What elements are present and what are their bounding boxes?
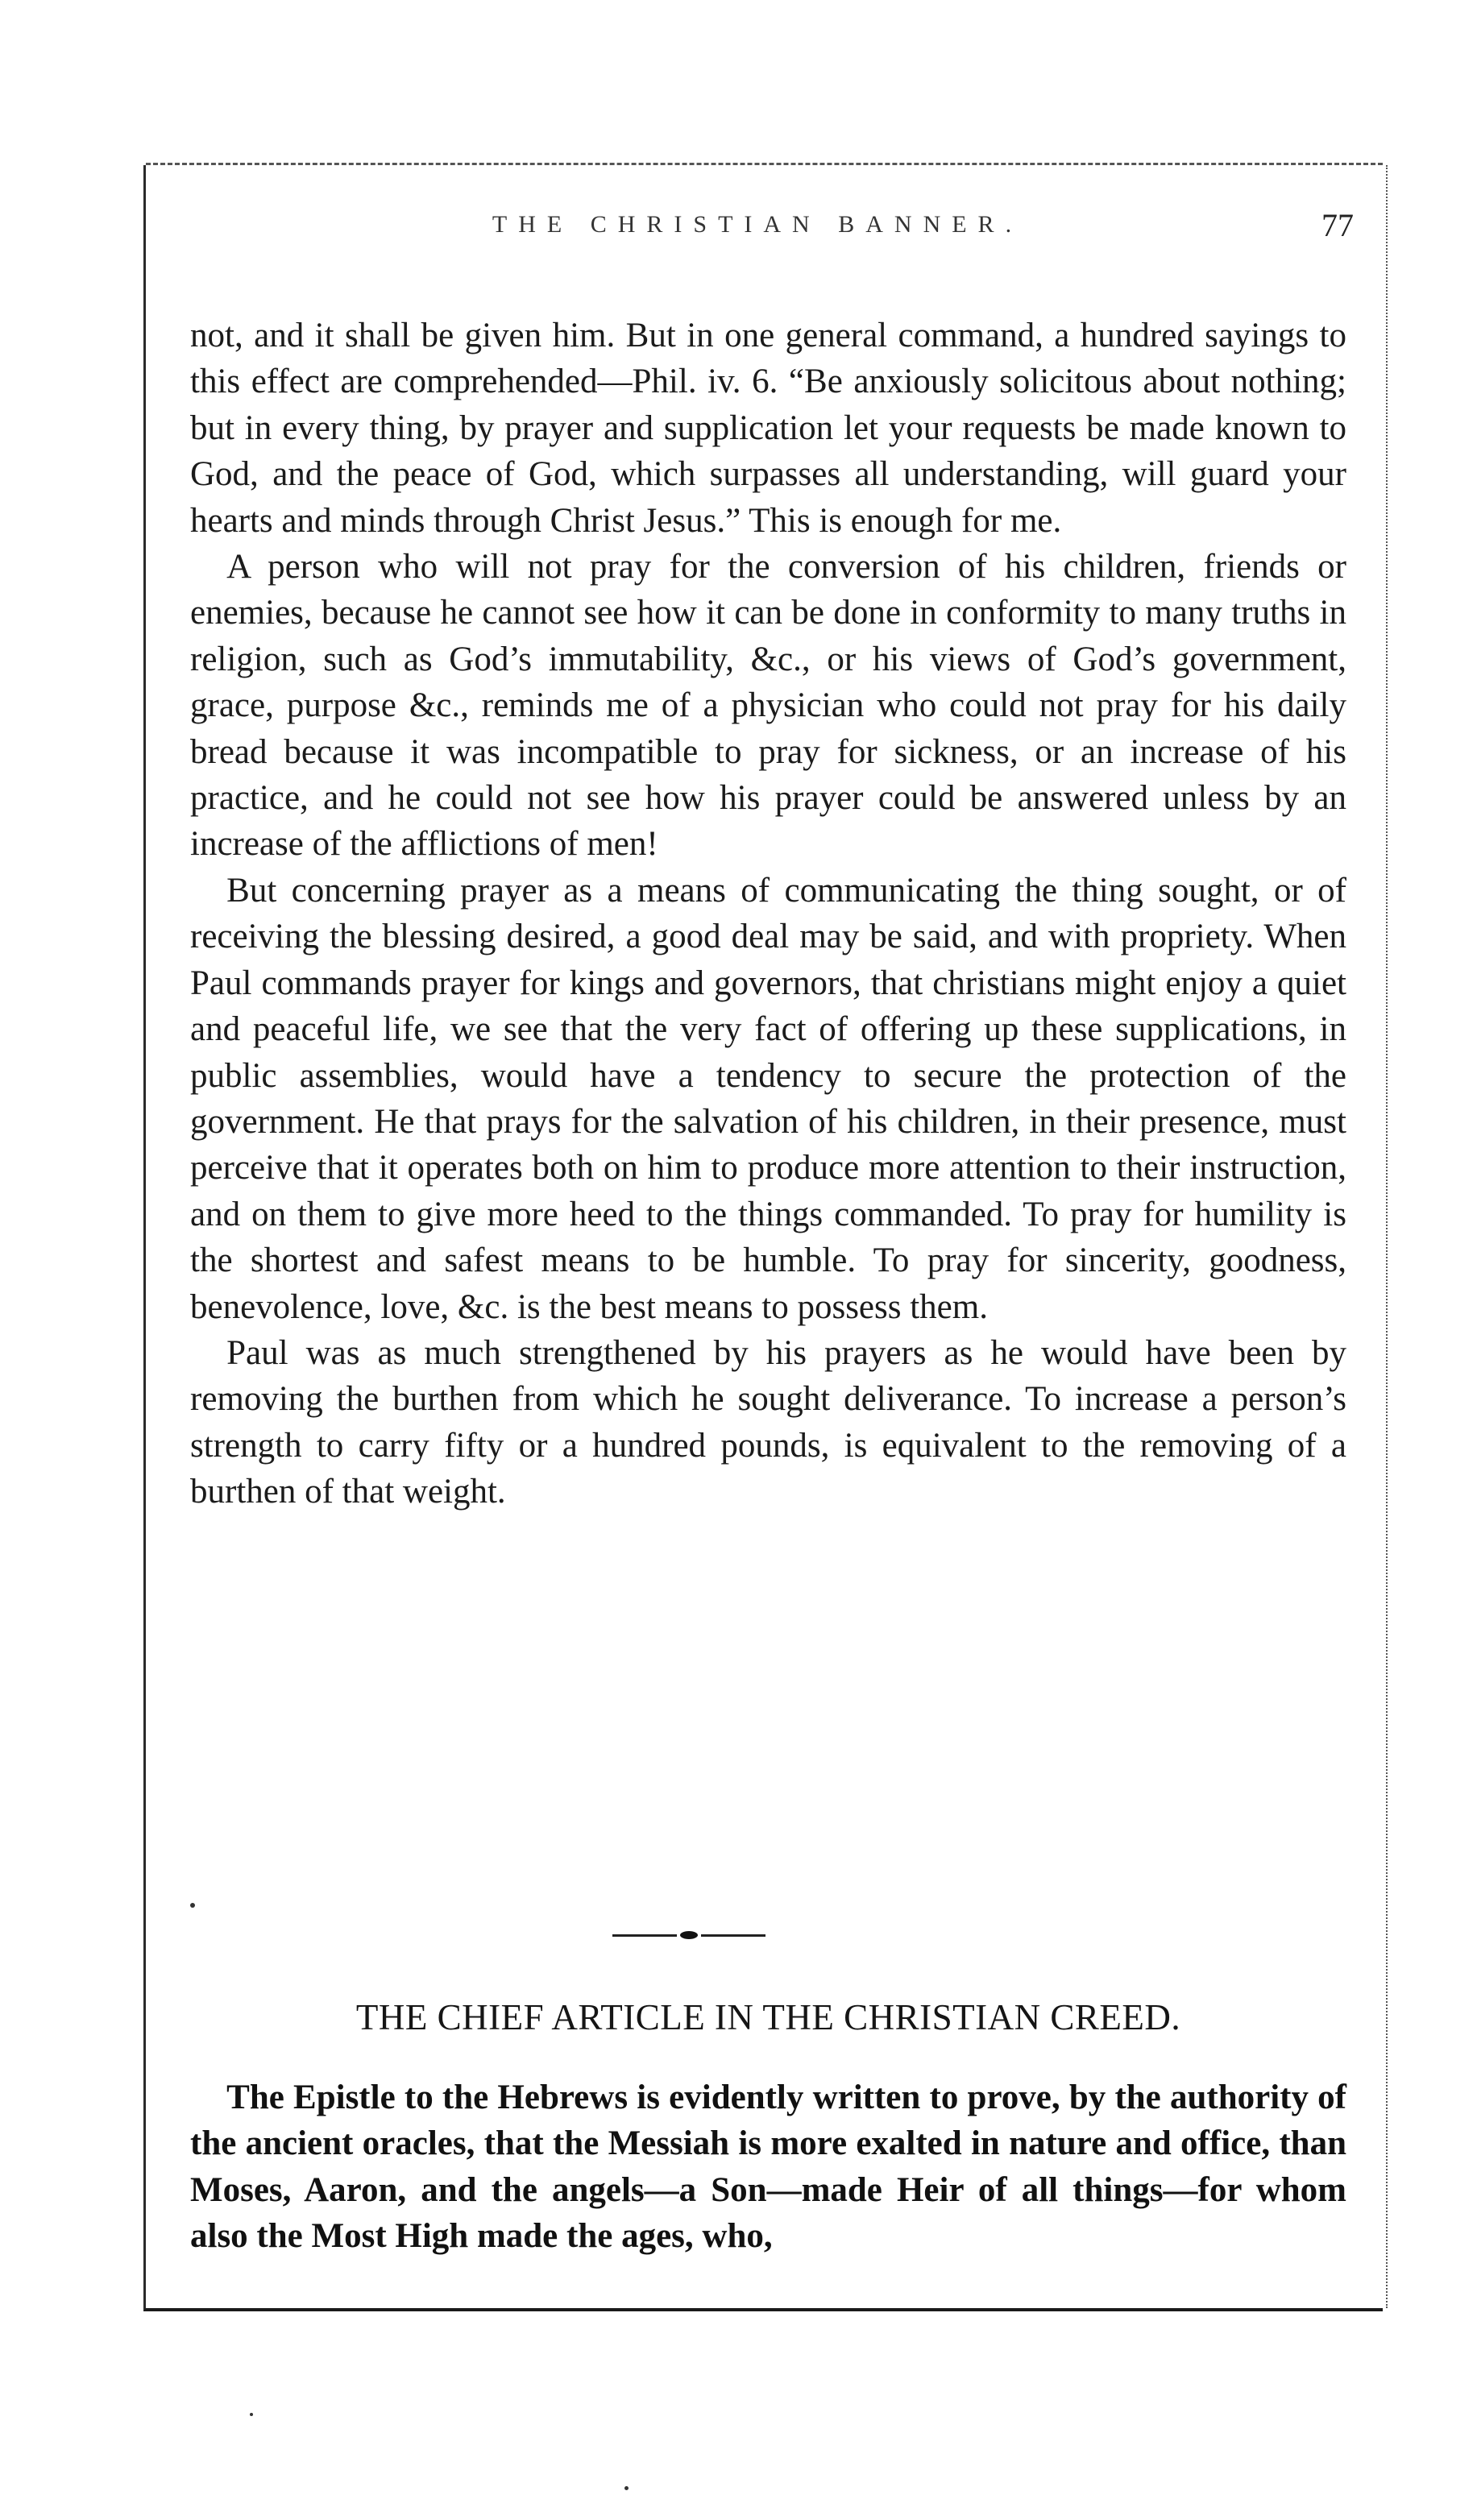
section-heading: THE CHIEF ARTICLE IN THE CHRISTIAN CREED. [355, 1997, 1181, 2037]
page-number: 77 [1321, 207, 1354, 243]
print-speck [250, 2413, 253, 2416]
running-head [161, 207, 1354, 251]
paragraph-4: Paul was as much strengthened by his prayers as he would have been by removing the burthen from which he sought deliverance. To increase a person’s strength to carry fifty or a hundred pounds, is equivalent to the removing of a burthen of that weight. [190, 1333, 1346, 1511]
divider-rule-right [701, 1934, 765, 1937]
divider-rule-left [612, 1934, 677, 1937]
article-body [190, 313, 1346, 1515]
paragraph-2: A person who will not pray for the conversion of his children, friends or enemies, because he cannot see how it can be done in conformity to many truths in religion, such as God’s immutability, &c., or his views of God’s government, grace, purpose &c., reminds me of a physician who could not pray for his daily bread because it was incompatible to pray for sickness, or an increase of his practice, and he could not see how his prayer could be answered unless by an increase of the afflictions of men! [190, 548, 1346, 864]
section-body [190, 2074, 1346, 2260]
print-speck [624, 2486, 629, 2490]
section-paragraph: The Epistle to the Hebrews is evidently written to prove, by the authority of the ancient oracles, that the Messiah is more exalted in nature and office, than Moses, Aaron, and the angels—a Son—made Heir of all things—for whom also the Most High made the ages, who, [190, 2079, 1346, 2256]
section-divider-ornament [612, 1930, 765, 1940]
running-title: THE CHRISTIAN BANNER. [492, 211, 1023, 238]
divider-dot [680, 1931, 698, 1939]
paragraph-1: not, and it shall be given him. But in one general command, a hundred sayings to this effect are comprehended—Phil. iv. 6. “Be anxiously solicitous about nothing; but in every thing, by prayer and supplication let your requests be made known to God, and the peace of God, which surpasses all understanding, will guard your hearts and minds through Christ Jesus.” This is enough for me. [190, 317, 1346, 540]
print-speck [190, 1903, 195, 1908]
paragraph-3: But concerning prayer as a means of communicating the thing sought, or of receiving the blessing desired, a good deal may be said, and with propriety. When Paul commands prayer for kings and governors, that christians might enjoy a quiet and peaceful life, we see that the very fact of offering up these supplications, in public assemblies, would have a tendency to secure the protection of the government. He that prays for the salvation of his children, in their presence, must perceive that it operates both on him to produce more attention to their instruction, and on them to give more heed to the things commanded. To pray for humility is the shortest and safest means to be humble. To pray for sincerity, goodness, benevolence, love, &c. is the best means to possess them. [190, 871, 1346, 1326]
